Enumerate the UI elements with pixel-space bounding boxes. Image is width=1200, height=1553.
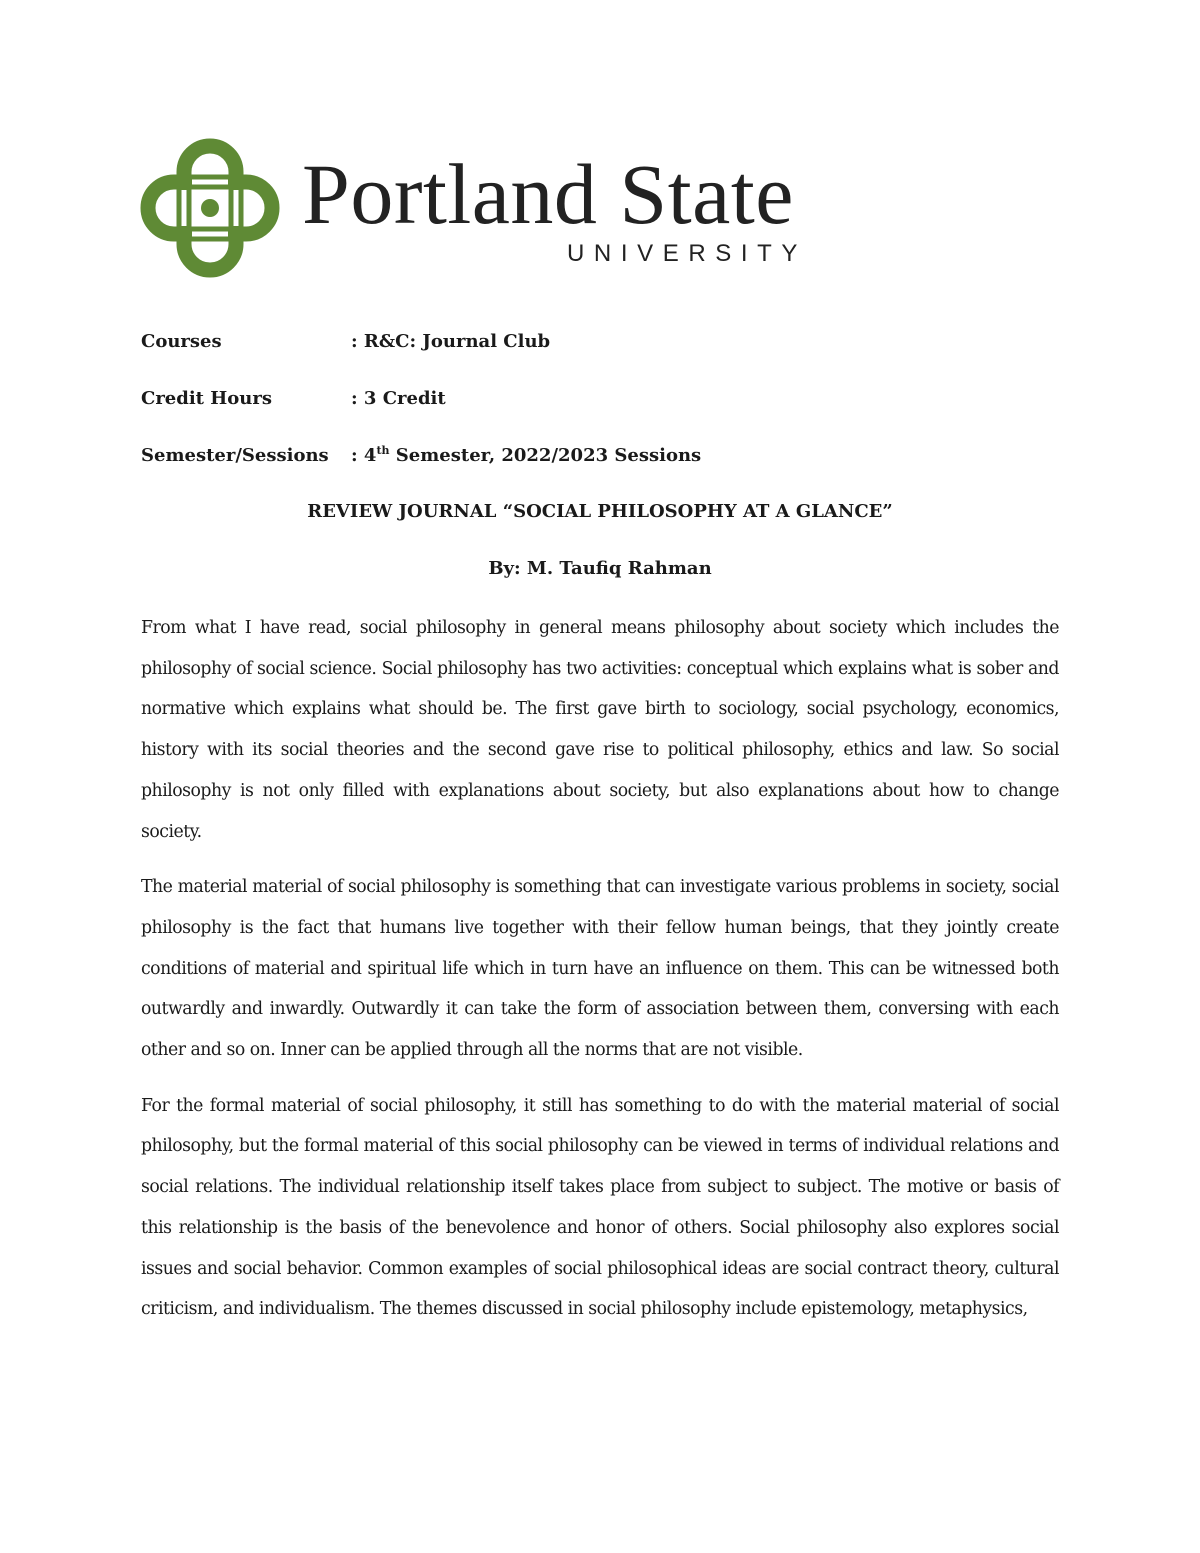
review-body	[141, 608, 1059, 1345]
semester-row	[141, 441, 1081, 498]
logo-wordmark: Portland State	[302, 146, 794, 242]
review-title: REVIEW JOURNAL “SOCIAL PHILOSOPHY AT A GLANCE”	[307, 501, 893, 522]
semester-value	[351, 441, 701, 471]
course-label: Courses	[141, 331, 222, 352]
course-row	[141, 327, 1081, 384]
semester-suffix: Semester, 2022/2023 Sessions	[389, 445, 702, 466]
semester-ordinal: th	[376, 444, 390, 457]
credit-value: : 3 Credit	[351, 388, 446, 409]
semester-prefix: : 4	[351, 445, 377, 466]
course-value: : R&C: Journal Club	[351, 331, 551, 352]
paragraph: The material material of social philosophy is something that can investigate various problems in society, social philosophy is the fact that humans live together with their fellow human beings, that they jointly create conditions of material and spiritual life which in turn have an influence on them. This can be witnessed both outwardly and inwardly. Outwardly it can take the form of association between them, conversing with each other and so on. Inner can be applied through all the norms that are not visible.	[141, 877, 1059, 1061]
credit-label: Credit Hours	[141, 388, 272, 409]
course-info	[141, 327, 1081, 498]
author-line: By: M. Taufiq Rahman	[488, 558, 712, 579]
paragraph: For the formal material of social philosophy, it still has something to do with the material material of social philosophy, but the formal material of this social philosophy can be viewed in terms of individual relations and social relations. The individual relationship itself takes place from subject to subject. The motive or basis of this relationship is the basis of the benevolence and honor of others. Social philosophy also explores social issues and social behavior. Common examples of social philosophical ideas are social contract theory, cultural criticism, and individualism. The themes discussed in social philosophy include epistemology, metaphysics,	[141, 1095, 1059, 1320]
university-logo	[140, 138, 820, 278]
psu-knot-icon	[140, 138, 280, 278]
paragraph: From what I have read, social philosophy in general means philosophy about society which includes the philosophy of social science. Social philosophy has two activities: conceptual which explains what is sober and normative which explains what should be. The first gave birth to sociology, social psychology, economics, history with its social theories and the second gave rise to political philosophy, ethics and law. So social philosophy is not only filled with explanations about society, but also explanations about how to change society.	[141, 618, 1059, 842]
logo-subtitle: UNIVERSITY	[567, 240, 808, 267]
semester-label: Semester/Sessions	[141, 445, 329, 466]
credit-row	[141, 384, 1081, 441]
